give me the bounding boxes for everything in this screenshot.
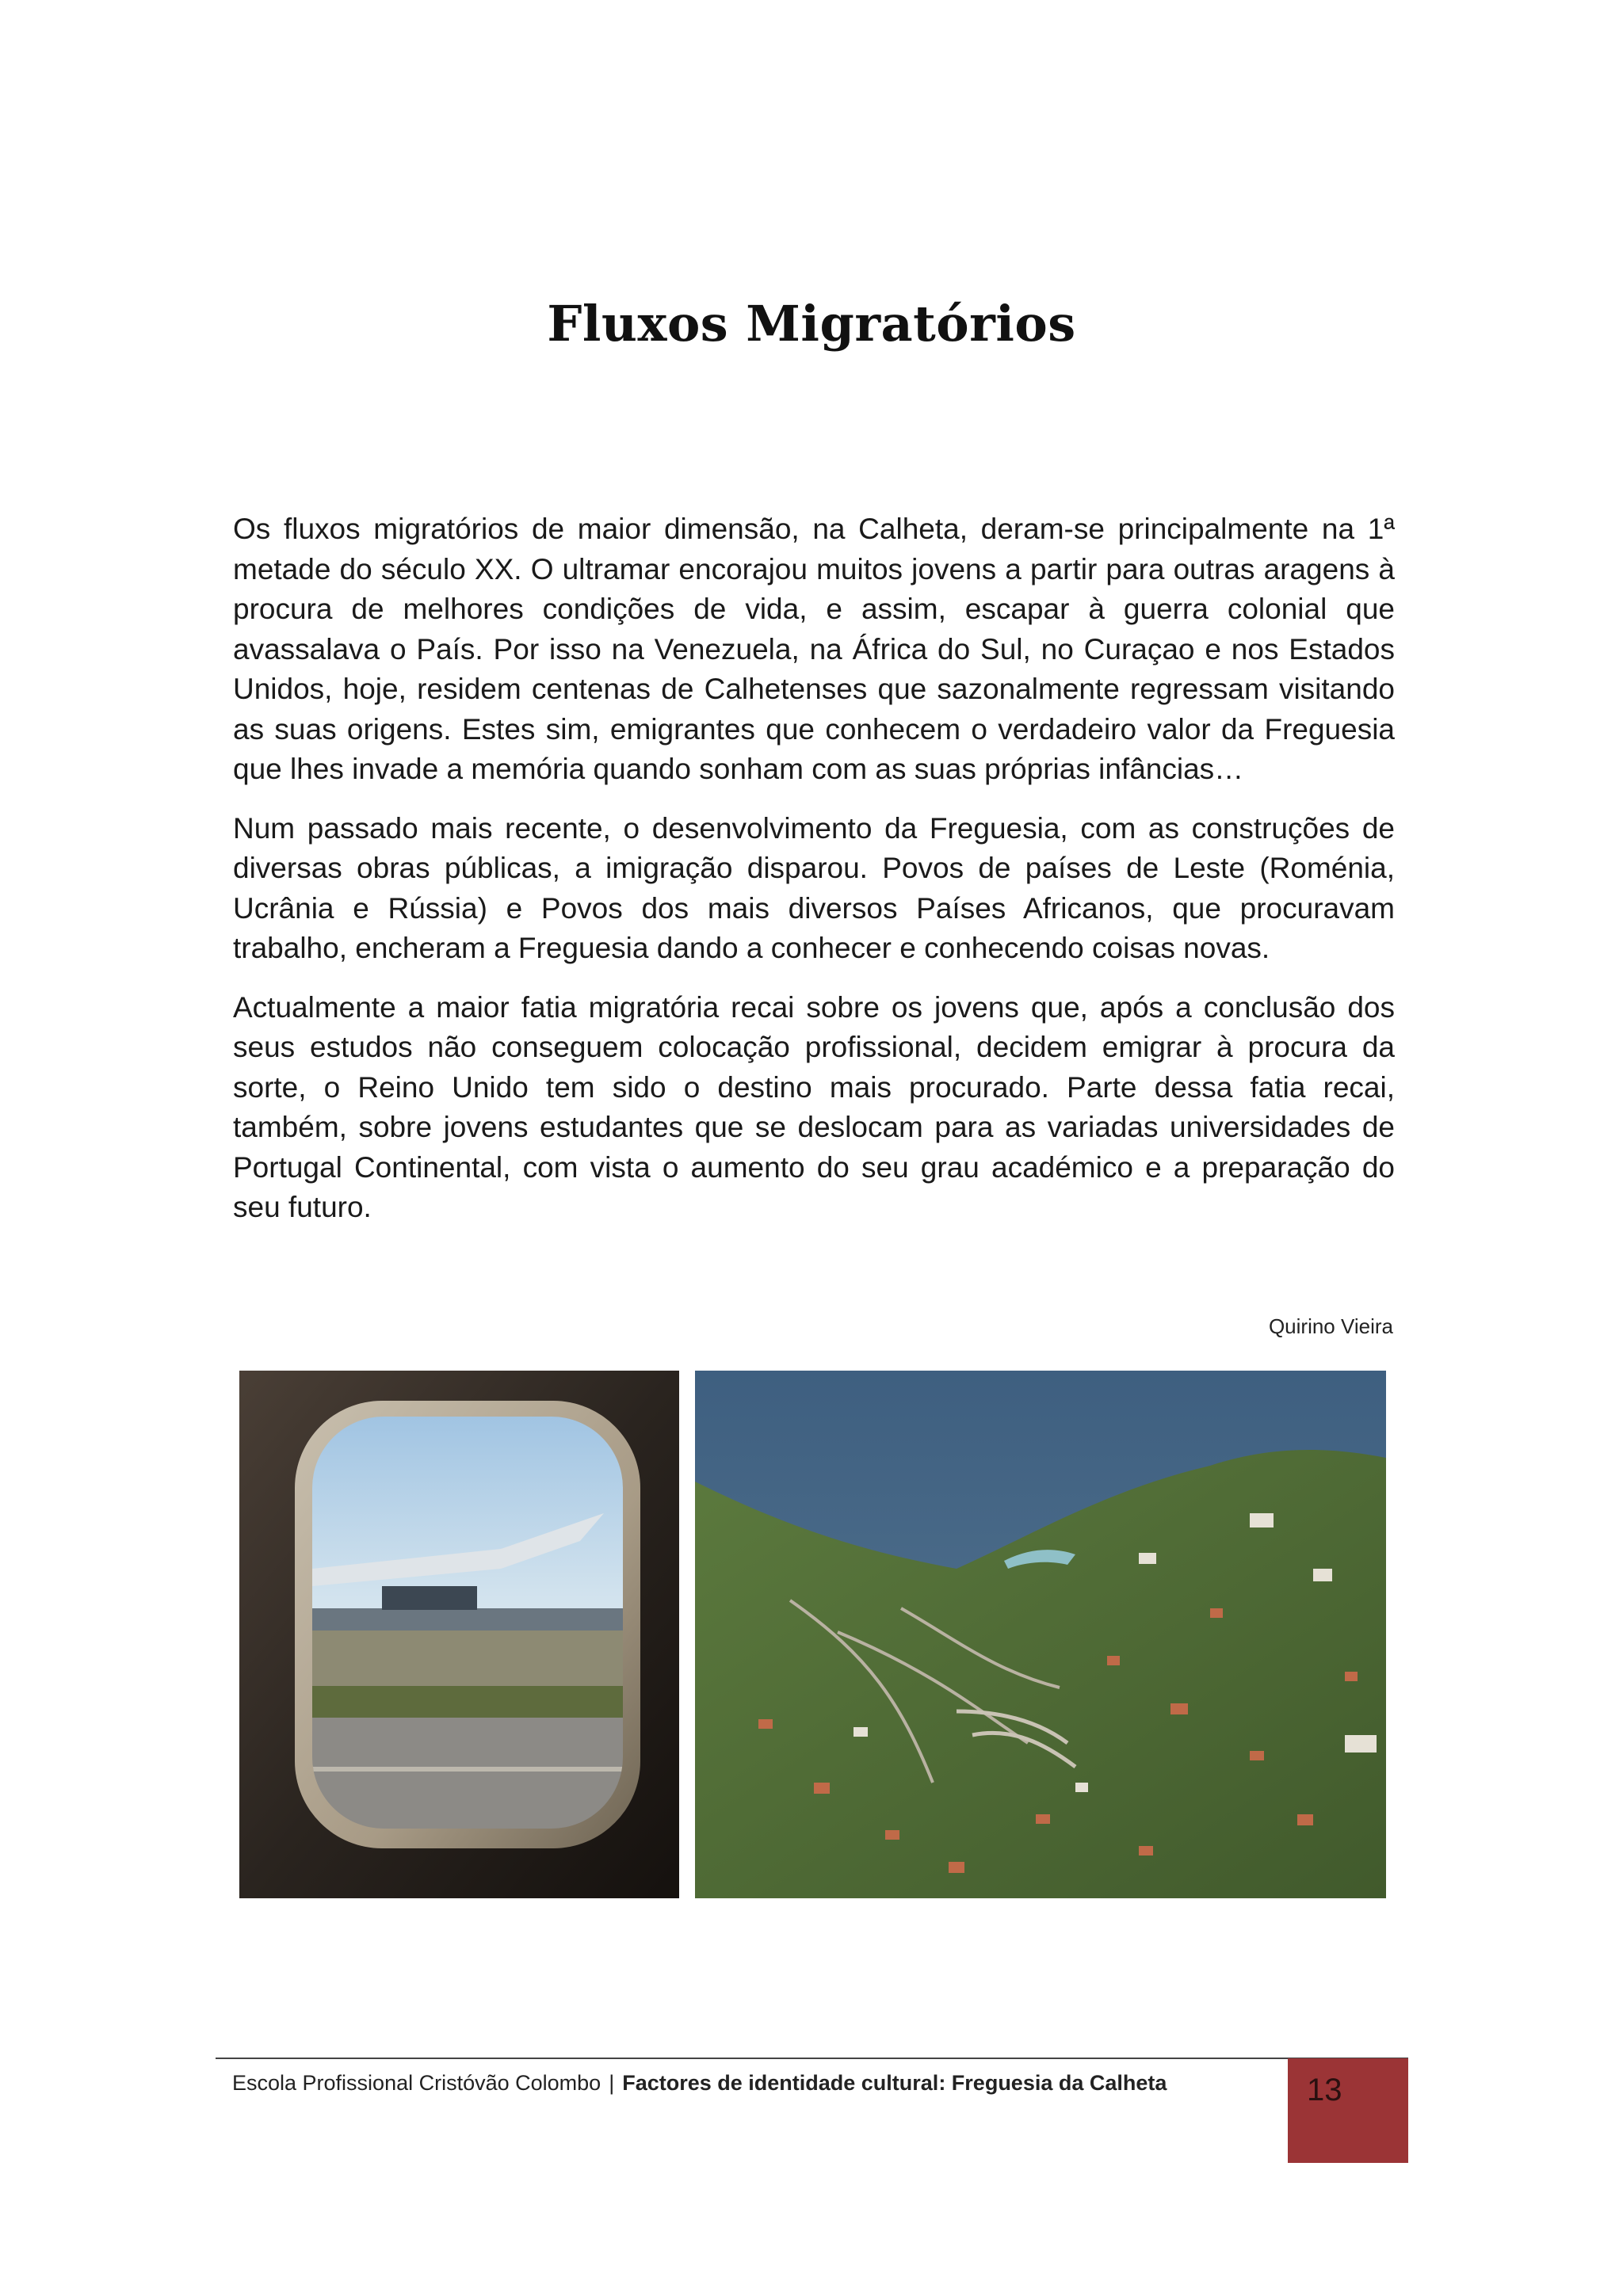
aerial-coast-image: [695, 1371, 1386, 1898]
airplane-window-image: [239, 1371, 679, 1898]
paragraph-2: Num passado mais recente, o desenvolvimento da Freguesia, com as construções de diversas obras públicas, a imigração disparou. Povos de países de Leste (Roménia, Ucrânia e Rússia) e Povos dos mais diversos Países Africanos, que procuravam trabalho, encheram a Freguesia dando a conhecer e conhecendo coisas novas.: [233, 811, 1395, 964]
footer-separator: |: [609, 2071, 615, 2095]
paragraph-1: Os fluxos migratórios de maior dimensão, na Calheta, deram-se principalmente na 1ª metade do século XX. O ultramar encorajou muitos jovens a partir para outras aragens à procura de melhores condições de vida, e assim, escapar à guerra colonial que avassalava o País. Por isso na Venezuela, na África do Sul, no Curaçao e nos Estados Unidos, hoje, residem centenas de Calhetenses que sazonalmente regressam visitando as suas origens. Estes sim, emigrantes que conhecem o verdadeiro valor da Freguesia que lhes invade a memória quando sonham com as suas próprias infâncias…: [233, 513, 1395, 785]
author-signature: Quirino Vieira: [1268, 1314, 1393, 1338]
footer-document-title: Factores de identidade cultural: Freguesia da Calheta: [622, 2071, 1167, 2095]
page-number: 13: [1307, 2073, 1342, 2107]
airplane-window-photo: [239, 1371, 679, 1898]
footer-school: Escola Profissional Cristóvão Colombo: [232, 2071, 601, 2095]
page-title: Fluxos Migratórios: [547, 294, 1076, 353]
aerial-coast-photo: [695, 1371, 1386, 1898]
page-number-box: [1288, 2058, 1408, 2163]
article-body: [233, 509, 1395, 1247]
footer-divider: [216, 2058, 1408, 2059]
footer-text: [232, 2071, 1167, 2096]
paragraph-3: Actualmente a maior fatia migratória recai sobre os jovens que, após a conclusão dos seus estudos não conseguem colocação profissional, decidem emigrar à procura da sorte, o Reino Unido tem sido o destino mais procurado. Parte dessa fatia recai, também, sobre jovens estudantes que se deslocam para as variadas universidades de Portugal Continental, com vista o aumento do seu grau académico e a preparação do seu futuro.: [233, 990, 1395, 1223]
